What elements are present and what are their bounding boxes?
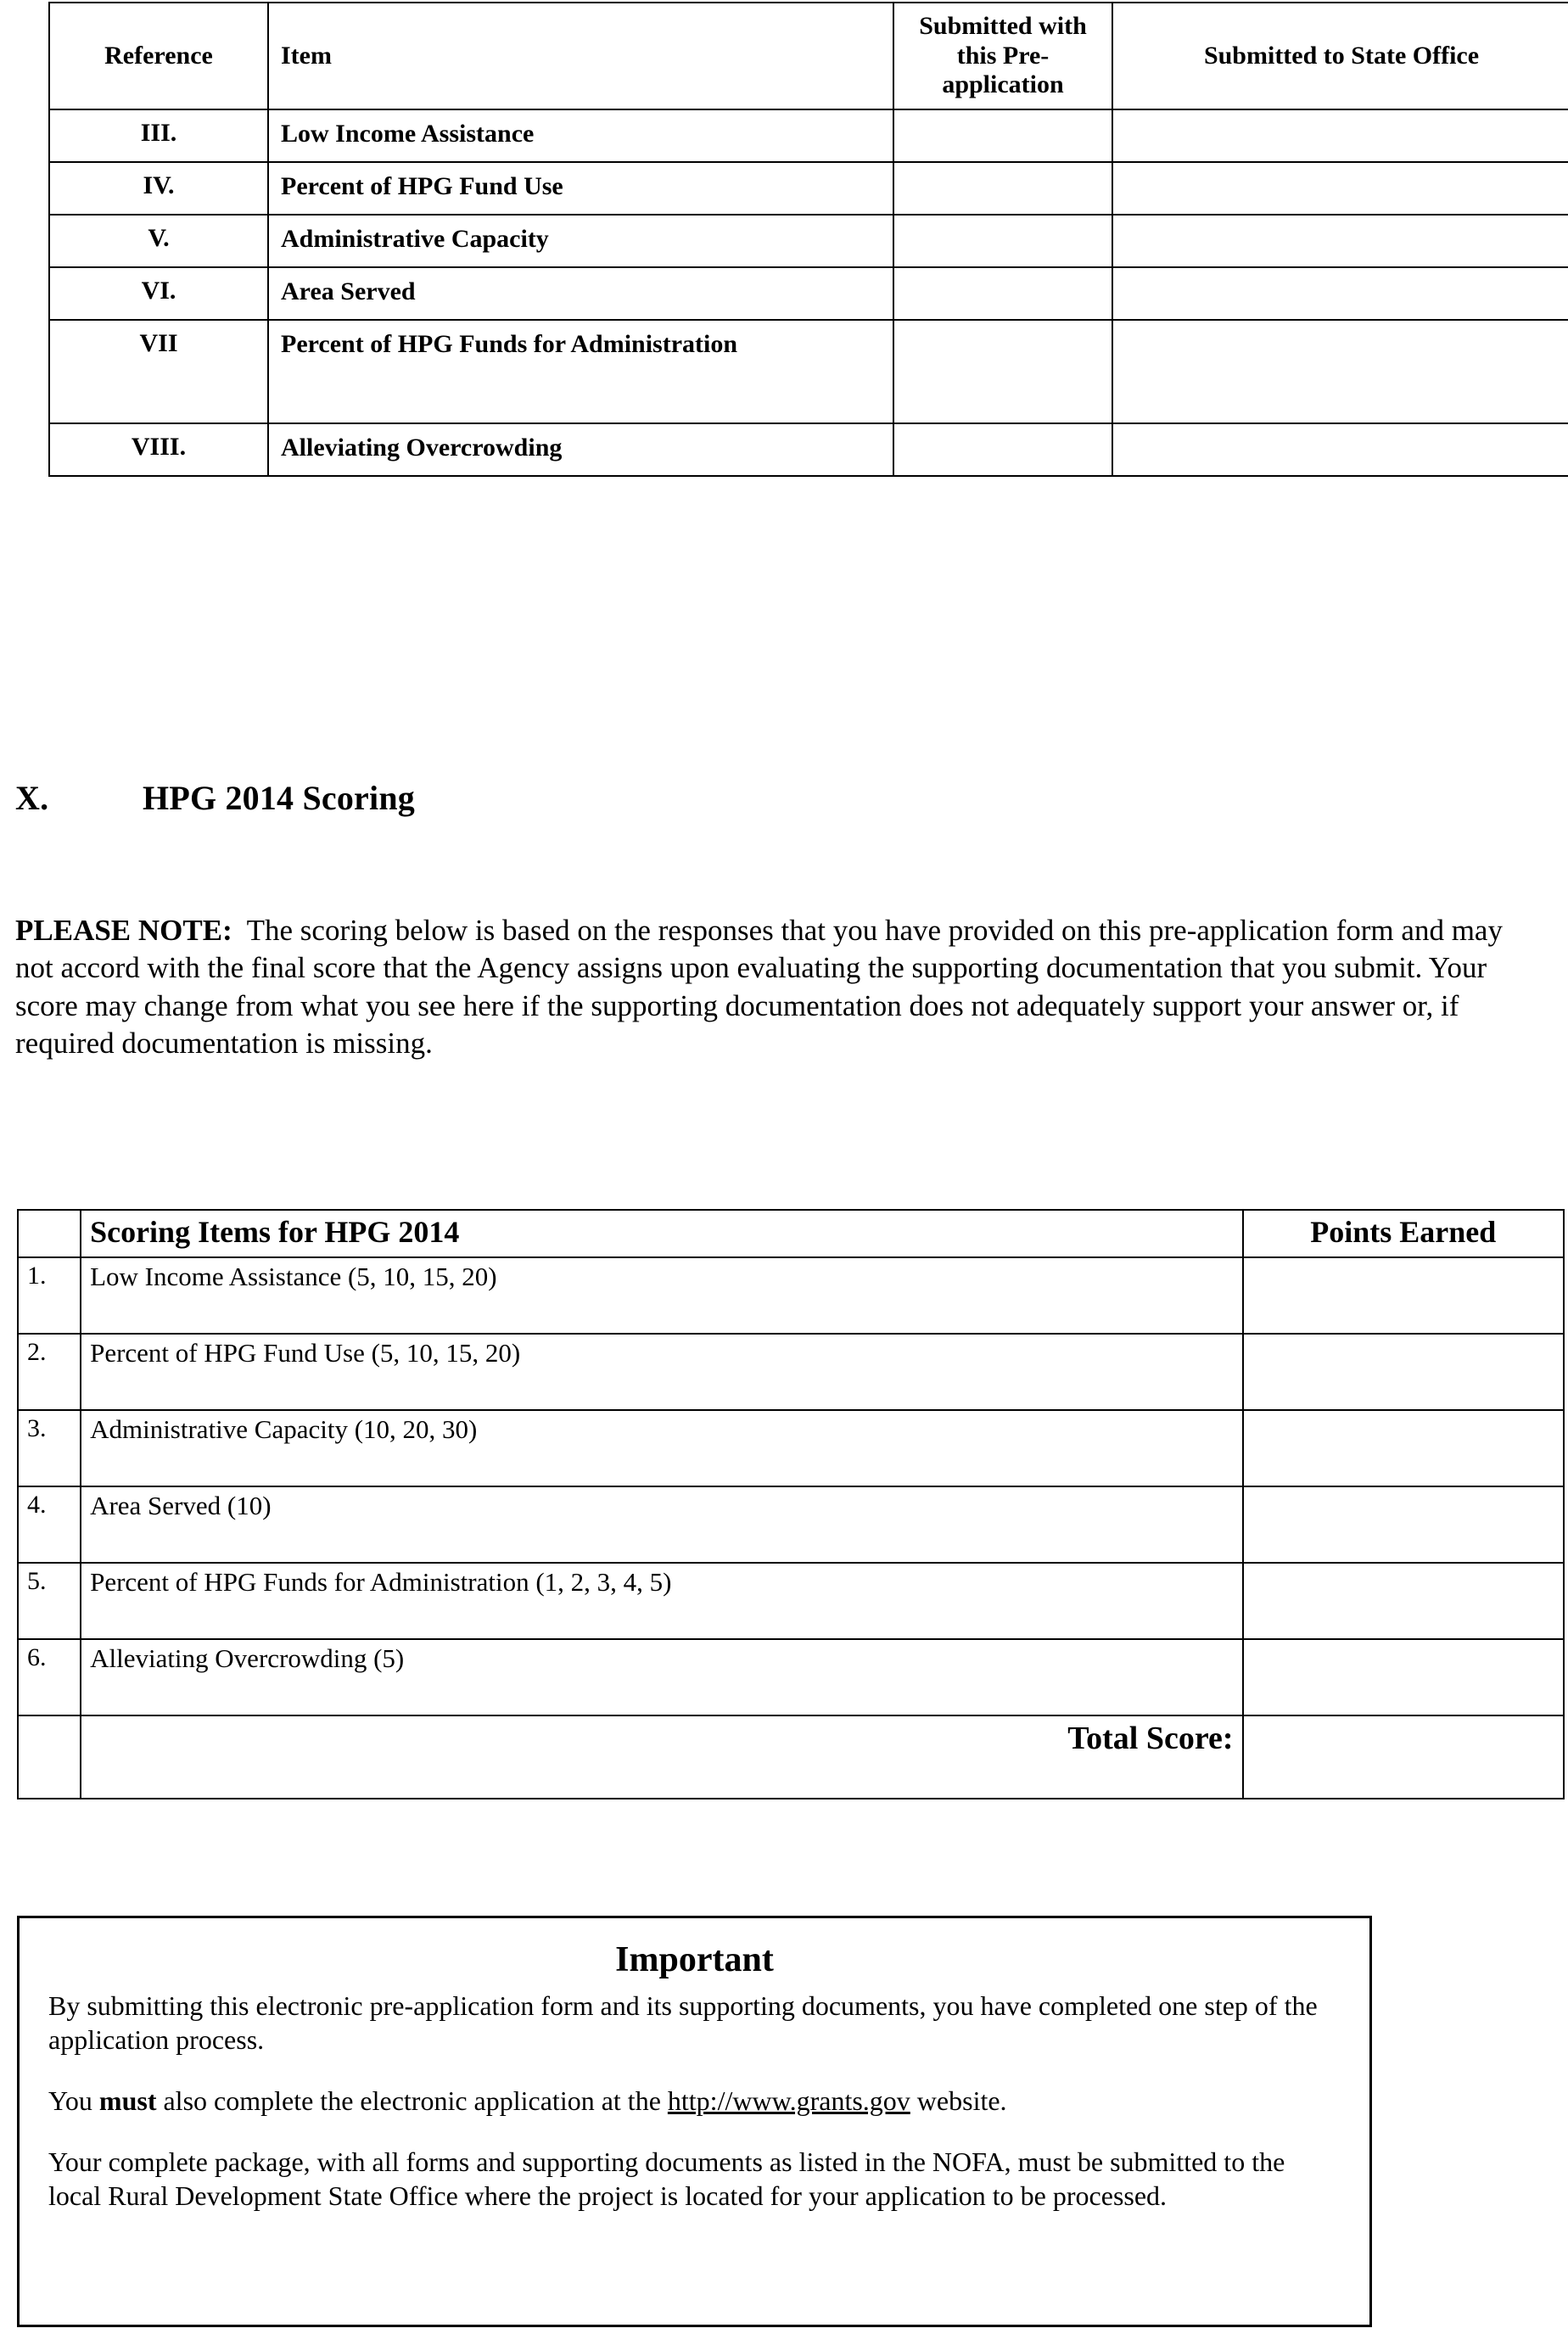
table-row [49, 423, 1568, 476]
checklist-header-item: Item [268, 3, 893, 109]
section-heading [15, 778, 415, 818]
table-row [49, 215, 1568, 267]
checklist-preapp-checkbox-cell[interactable] [893, 162, 1112, 215]
scoring-row-number: 2. [18, 1334, 81, 1410]
checklist-state-office-checkbox-cell[interactable] [1112, 109, 1568, 162]
scoring-points-input[interactable] [1243, 1639, 1564, 1715]
checklist-state-office-checkbox-cell[interactable] [1112, 215, 1568, 267]
checklist-reference: VIII. [49, 423, 268, 476]
checklist-reference: VI. [49, 267, 268, 320]
table-row [18, 1334, 1564, 1410]
important-p2-middle: also complete the electronic application at the [156, 2085, 668, 2116]
checklist-preapp-checkbox-cell[interactable] [893, 109, 1112, 162]
scoring-points-input[interactable] [1243, 1334, 1564, 1410]
scoring-row-number: 4. [18, 1486, 81, 1563]
table-row [18, 1639, 1564, 1715]
checklist-preapp-checkbox-cell[interactable] [893, 423, 1112, 476]
important-p2-suffix: website. [910, 2085, 1007, 2116]
table-row [49, 267, 1568, 320]
please-note-label: PLEASE NOTE: [15, 914, 232, 947]
important-paragraph-3: Your complete package, with all forms and supporting documents as listed in the NOFA, must be submitted to the local Rural Development State Office where the project is located for your application to be processed. [48, 2146, 1285, 2211]
checklist-reference: V. [49, 215, 268, 267]
checklist-state-office-checkbox-cell[interactable] [1112, 162, 1568, 215]
checklist-header-row [49, 3, 1568, 109]
table-row [49, 320, 1568, 423]
important-paragraph-2 [48, 2084, 1341, 2118]
important-title: Important [615, 1940, 774, 1979]
table-row [49, 109, 1568, 162]
checklist-state-office-checkbox-cell[interactable] [1112, 320, 1568, 423]
scoring-row-number: 3. [18, 1410, 81, 1486]
table-row [18, 1410, 1564, 1486]
section-title: HPG 2014 Scoring [143, 779, 415, 817]
grants-gov-link[interactable]: http://www.grants.gov [667, 2085, 910, 2116]
checklist-reference: VII [49, 320, 268, 423]
scoring-header-items: Scoring Items for HPG 2014 [81, 1210, 1243, 1257]
important-p2-bold: must [98, 2085, 157, 2116]
table-row [49, 162, 1568, 215]
table-row [18, 1563, 1564, 1639]
scoring-header-points: Points Earned [1243, 1210, 1564, 1257]
checklist-item: Administrative Capacity [268, 215, 893, 267]
important-paragraph-1: By submitting this electronic pre-application form and its supporting documents, you have completed one step of the application process. [48, 1990, 1318, 2055]
checklist-header-submitted-to-state-office: Submitted to State Office [1112, 3, 1568, 109]
scoring-row-item: Low Income Assistance (5, 10, 15, 20) [81, 1257, 1243, 1334]
checklist-state-office-checkbox-cell[interactable] [1112, 423, 1568, 476]
scoring-header-row [18, 1210, 1564, 1257]
checklist-preapp-checkbox-cell[interactable] [893, 267, 1112, 320]
please-note-paragraph [15, 912, 1534, 1063]
checklist-item: Percent of HPG Fund Use [268, 162, 893, 215]
checklist-state-office-checkbox-cell[interactable] [1112, 267, 1568, 320]
important-body [20, 1989, 1369, 2213]
important-notice-box [17, 1916, 1372, 2327]
checklist-item: Percent of HPG Funds for Administration [268, 320, 893, 423]
checklist-preapp-checkbox-cell[interactable] [893, 320, 1112, 423]
scoring-points-input[interactable] [1243, 1410, 1564, 1486]
scoring-row-item: Administrative Capacity (10, 20, 30) [81, 1410, 1243, 1486]
section-numeral: X. [15, 779, 49, 817]
scoring-row-item: Alleviating Overcrowding (5) [81, 1639, 1243, 1715]
scoring-row-item: Percent of HPG Fund Use (5, 10, 15, 20) [81, 1334, 1243, 1410]
important-p2-prefix: You [48, 2085, 99, 2116]
please-note-text: The scoring below is based on the responses that you have provided on this pre-application form and may not accord with the final score that the Agency assigns upon evaluating the supporting documentation that you submit. Your score may change from what you see here if the supporting documentation does not adequately support your answer or, if required documentation is missing. [15, 914, 1503, 1061]
scoring-row-number: 5. [18, 1563, 81, 1639]
checklist-table [48, 2, 1568, 477]
scoring-points-input[interactable] [1243, 1563, 1564, 1639]
total-score-row [18, 1715, 1564, 1799]
total-row-number-blank [18, 1715, 81, 1799]
checklist-header-reference: Reference [49, 3, 268, 109]
checklist-reference: III. [49, 109, 268, 162]
total-score-input[interactable] [1243, 1715, 1564, 1799]
scoring-row-number: 1. [18, 1257, 81, 1334]
total-score-label: Total Score: [81, 1715, 1243, 1799]
scoring-points-input[interactable] [1243, 1486, 1564, 1563]
checklist-header-submitted-with-preapplication: Submitted with this Pre-application [893, 3, 1112, 109]
checklist-preapp-checkbox-cell[interactable] [893, 215, 1112, 267]
checklist-item: Area Served [268, 267, 893, 320]
scoring-row-item: Area Served (10) [81, 1486, 1243, 1563]
scoring-row-number: 6. [18, 1639, 81, 1715]
scoring-row-item: Percent of HPG Funds for Administration (1, 2, 3, 4, 5) [81, 1563, 1243, 1639]
table-row [18, 1486, 1564, 1563]
scoring-table-container [17, 1209, 1568, 1799]
checklist-item: Alleviating Overcrowding [268, 423, 893, 476]
scoring-table [17, 1209, 1565, 1799]
scoring-header-number [18, 1210, 81, 1257]
checklist-reference: IV. [49, 162, 268, 215]
checklist-item: Low Income Assistance [268, 109, 893, 162]
table-row [18, 1257, 1564, 1334]
scoring-points-input[interactable] [1243, 1257, 1564, 1334]
checklist-table-container [48, 2, 1568, 477]
